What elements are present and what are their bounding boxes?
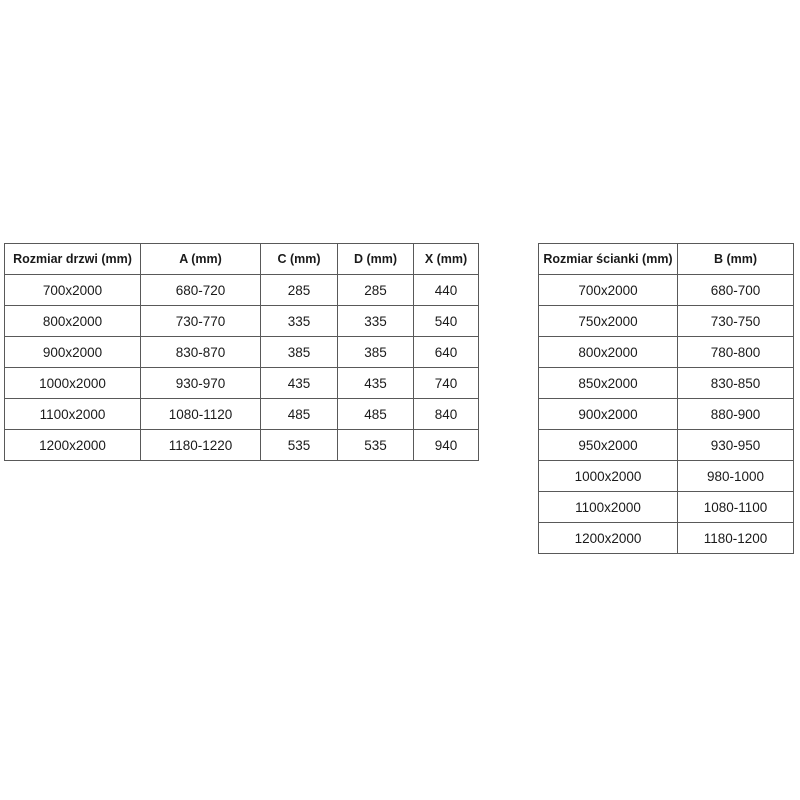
cell-door-size: 900x2000 xyxy=(5,337,141,368)
cell-x: 740 xyxy=(414,368,479,399)
cell-wall-size: 1200x2000 xyxy=(539,523,678,554)
cell-b: 980-1000 xyxy=(678,461,794,492)
cell-b: 880-900 xyxy=(678,399,794,430)
table-row xyxy=(539,399,794,430)
cell-d: 435 xyxy=(338,368,414,399)
cell-c: 485 xyxy=(261,399,338,430)
header-b: B (mm) xyxy=(678,244,794,275)
table-row xyxy=(539,368,794,399)
cell-b: 1080-1100 xyxy=(678,492,794,523)
header-d: D (mm) xyxy=(338,244,414,275)
header-a: A (mm) xyxy=(141,244,261,275)
cell-d: 535 xyxy=(338,430,414,461)
header-x: X (mm) xyxy=(414,244,479,275)
table-header-row xyxy=(5,244,479,275)
table-header-row xyxy=(539,244,794,275)
cell-x: 440 xyxy=(414,275,479,306)
cell-door-size: 1000x2000 xyxy=(5,368,141,399)
cell-c: 335 xyxy=(261,306,338,337)
cell-door-size: 800x2000 xyxy=(5,306,141,337)
table-row xyxy=(539,275,794,306)
cell-b: 680-700 xyxy=(678,275,794,306)
cell-wall-size: 700x2000 xyxy=(539,275,678,306)
cell-d: 285 xyxy=(338,275,414,306)
header-rozmiar-drzwi: Rozmiar drzwi (mm) xyxy=(5,244,141,275)
cell-d: 335 xyxy=(338,306,414,337)
cell-b: 830-850 xyxy=(678,368,794,399)
header-c: C (mm) xyxy=(261,244,338,275)
cell-x: 540 xyxy=(414,306,479,337)
table-row xyxy=(5,337,479,368)
cell-wall-size: 950x2000 xyxy=(539,430,678,461)
header-rozmiar-scianki: Rozmiar ścianki (mm) xyxy=(539,244,678,275)
cell-b: 930-950 xyxy=(678,430,794,461)
table-row xyxy=(539,430,794,461)
cell-door-size: 1200x2000 xyxy=(5,430,141,461)
cell-c: 285 xyxy=(261,275,338,306)
cell-x: 640 xyxy=(414,337,479,368)
cell-d: 385 xyxy=(338,337,414,368)
table-row xyxy=(539,492,794,523)
cell-c: 385 xyxy=(261,337,338,368)
table-row xyxy=(5,399,479,430)
table-row xyxy=(539,306,794,337)
cell-door-size: 700x2000 xyxy=(5,275,141,306)
table-row xyxy=(5,430,479,461)
cell-wall-size: 750x2000 xyxy=(539,306,678,337)
table-row xyxy=(5,275,479,306)
cell-a: 1080-1120 xyxy=(141,399,261,430)
cell-wall-size: 800x2000 xyxy=(539,337,678,368)
cell-wall-size: 1100x2000 xyxy=(539,492,678,523)
cell-wall-size: 1000x2000 xyxy=(539,461,678,492)
table-row xyxy=(539,461,794,492)
cell-c: 535 xyxy=(261,430,338,461)
door-size-table xyxy=(4,243,479,461)
cell-c: 435 xyxy=(261,368,338,399)
table-row xyxy=(539,337,794,368)
cell-a: 930-970 xyxy=(141,368,261,399)
cell-b: 730-750 xyxy=(678,306,794,337)
table-row xyxy=(5,306,479,337)
cell-wall-size: 900x2000 xyxy=(539,399,678,430)
table-row xyxy=(5,368,479,399)
cell-d: 485 xyxy=(338,399,414,430)
cell-a: 680-720 xyxy=(141,275,261,306)
cell-a: 830-870 xyxy=(141,337,261,368)
wall-size-table xyxy=(538,243,794,554)
cell-x: 840 xyxy=(414,399,479,430)
cell-a: 1180-1220 xyxy=(141,430,261,461)
cell-b: 1180-1200 xyxy=(678,523,794,554)
cell-a: 730-770 xyxy=(141,306,261,337)
cell-b: 780-800 xyxy=(678,337,794,368)
cell-door-size: 1100x2000 xyxy=(5,399,141,430)
cell-x: 940 xyxy=(414,430,479,461)
cell-wall-size: 850x2000 xyxy=(539,368,678,399)
table-row xyxy=(539,523,794,554)
